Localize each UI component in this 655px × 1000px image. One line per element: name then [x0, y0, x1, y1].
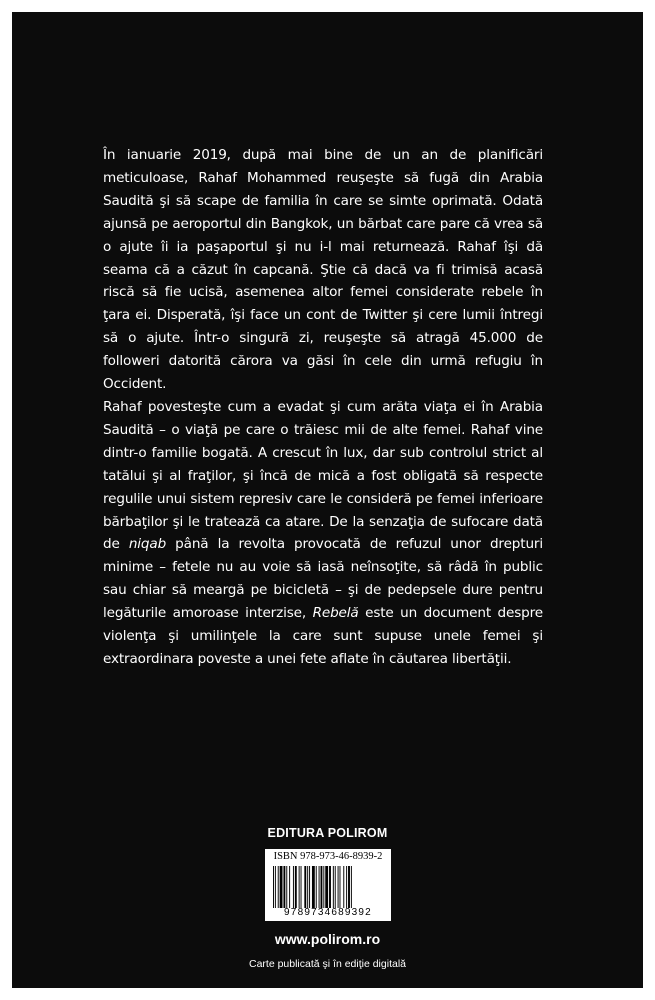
barcode-bars	[273, 866, 385, 908]
barcode-bar	[325, 866, 328, 908]
barcode-bar	[273, 866, 274, 908]
blurb-paragraph-2-part-c: este un document despre violenţa şi umilinţele la care sunt supuse unele femei şi extraordinara poveste a unei fete aflate în căutarea libertăţii.	[103, 605, 543, 667]
barcode-bar	[301, 866, 302, 908]
blurb-paragraph-2-part-b: până la revolta provocată de refuzul unor drepturi minime – fetele nu au voie să iasă neînsoţite, să râdă în public sau chiar să meargă pe bicicletă – şi de pedepsele dure pentru legăturile amoroase interzise,	[103, 536, 543, 622]
barcode-bar	[295, 866, 297, 908]
barcode-bar	[283, 866, 285, 908]
barcode-bar	[299, 866, 300, 908]
digital-edition-note: Carte publicată şi în ediţie digitală	[248, 958, 406, 970]
isbn-barcode	[265, 849, 391, 921]
isbn-label: ISBN 978-973-46-8939-2	[273, 851, 383, 862]
barcode-bar	[280, 866, 283, 908]
barcode-bar	[346, 866, 347, 908]
barcode-bar	[289, 866, 290, 908]
barcode-bar	[329, 866, 331, 908]
blurb-paragraph-2-part-a: Rahaf povesteşte cum a evadat şi cum arăta viaţa ei în Arabia Saudită – o viaţă pe care o trăiesc mii de alte femei. Rahaf vine dintr-o familie bogată. A crescut în lux, dar sub controlul strict al tatălui şi al fraţilor, şi încă de mică a fost obligată să respecte regulile unui sistem represiv care le consideră pe femei inferioare bărbaţilor şi le tratează ca atare. De la senzaţia de sufocare dată de	[103, 398, 543, 553]
barcode-bar	[309, 866, 310, 908]
barcode-bar	[338, 866, 339, 908]
barcode-bar	[293, 866, 294, 908]
barcode-bar	[312, 866, 315, 908]
barcode-bar	[340, 866, 341, 908]
barcode-bar	[333, 866, 334, 908]
barcode-bar	[335, 866, 336, 908]
barcode-bar	[275, 866, 276, 908]
barcode-bar	[319, 866, 320, 908]
barcode-bar	[304, 866, 306, 908]
barcode-bar	[323, 866, 324, 908]
barcode-bar	[278, 866, 279, 908]
barcode-bar	[321, 866, 323, 908]
barcode-bar	[351, 866, 352, 908]
niqab-italic: niqab	[128, 536, 167, 553]
book-title-italic: Rebelă	[312, 605, 359, 622]
barcode-bar	[348, 866, 350, 908]
barcode-bar	[343, 866, 344, 908]
publisher-website: www.polirom.ro	[274, 931, 381, 947]
barcode-number: 9789734689392	[284, 907, 372, 918]
blurb-paragraph-2	[103, 396, 543, 671]
publisher-name: EDITURA POLIROM	[267, 826, 388, 840]
barcode-bar	[307, 866, 308, 908]
barcode-bar	[286, 866, 287, 908]
blurb-text	[103, 144, 543, 671]
blurb-paragraph-1: În ianuarie 2019, după mai bine de un an de planificări meticuloase, Rahaf Mohammed reuşeşte să fugă din Arabia Saudită şi să scape de familia în care se simte oprimată. Odată ajunsă pe aeroportul din Bangkok, un bărbat care pare că vrea să o ajute îi ia paşaportul şi nu i-l mai returnează. Rahaf îşi dă seama că a căzut în capcană. Ştie că dacă va fi trimisă acasă riscă să fie ucisă, asemenea altor femei considerate rebele în ţara ei. Disperată, îşi face un cont de Twitter şi cere lumii întregi să o ajute. Într-o singură zi, reuşeşte să atragă 45.000 de followeri datorită cărora va găsi în cele din urmă refugiu în Occident.	[103, 147, 543, 393]
barcode-bar	[316, 866, 317, 908]
